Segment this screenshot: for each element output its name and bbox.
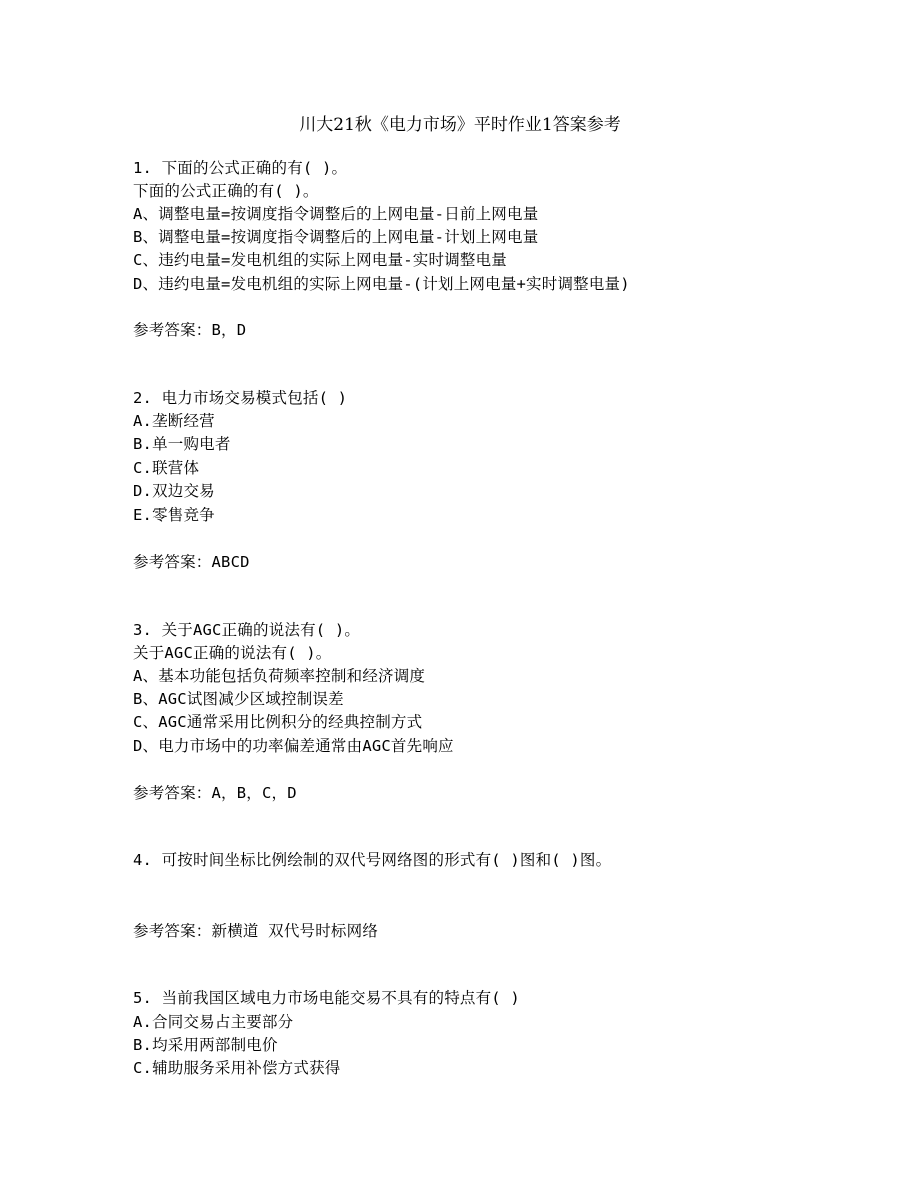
question-2-stem: 2. 电力市场交易模式包括( ) (133, 389, 348, 407)
question-4-answer: 参考答案：新横道 双代号时标网络 (133, 922, 379, 940)
question-3-answer: 参考答案：A，B，C，D (133, 784, 297, 802)
question-5-stem: 5. 当前我国区域电力市场电能交易不具有的特点有( ) (133, 989, 520, 1007)
question-3-option-b: B、AGC试图减少区域控制误差 (133, 690, 344, 708)
question-3-stem: 3. 关于AGC正确的说法有( )。 (133, 621, 361, 639)
question-1-restate: 下面的公式正确的有( )。 (133, 182, 319, 200)
question-3-restate: 关于AGC正确的说法有( )。 (133, 644, 332, 662)
question-5-option-a: A.合同交易占主要部分 (133, 1013, 294, 1031)
question-1-stem: 1. 下面的公式正确的有( )。 (133, 159, 348, 177)
question-2-answer: 参考答案：ABCD (133, 553, 250, 571)
question-5-option-c: C.辅助服务采用补偿方式获得 (133, 1059, 341, 1077)
question-1-option-d: D、违约电量=发电机组的实际上网电量-(计划上网电量+实时调整电量) (133, 275, 630, 293)
question-5-option-b: B.均采用两部制电价 (133, 1036, 278, 1054)
question-2-option-d: D.双边交易 (133, 482, 215, 500)
question-1-answer: 参考答案：B，D (133, 321, 247, 339)
question-1-option-a: A、调整电量=按调度指令调整后的上网电量-日前上网电量 (133, 205, 539, 223)
question-3-option-d: D、电力市场中的功率偏差通常由AGC首先响应 (133, 737, 454, 755)
question-4-stem: 4. 可按时间坐标比例绘制的双代号网络图的形式有( )图和( )图。 (133, 851, 612, 869)
question-1-option-b: B、调整电量=按调度指令调整后的上网电量-计划上网电量 (133, 228, 539, 246)
question-2-option-b: B.单一购电者 (133, 435, 231, 453)
document-title: 川大21秋《电力市场》平时作业1答案参考 (299, 115, 621, 135)
question-1-option-c: C、违约电量=发电机组的实际上网电量-实时调整电量 (133, 251, 507, 269)
question-3-option-a: A、基本功能包括负荷频率控制和经济调度 (133, 667, 426, 685)
question-2-option-c: C.联营体 (133, 459, 200, 477)
question-3-option-c: C、AGC通常采用比例积分的经典控制方式 (133, 713, 423, 731)
question-2-option-a: A.垄断经营 (133, 412, 215, 430)
question-2-option-e: E.零售竞争 (133, 506, 215, 524)
